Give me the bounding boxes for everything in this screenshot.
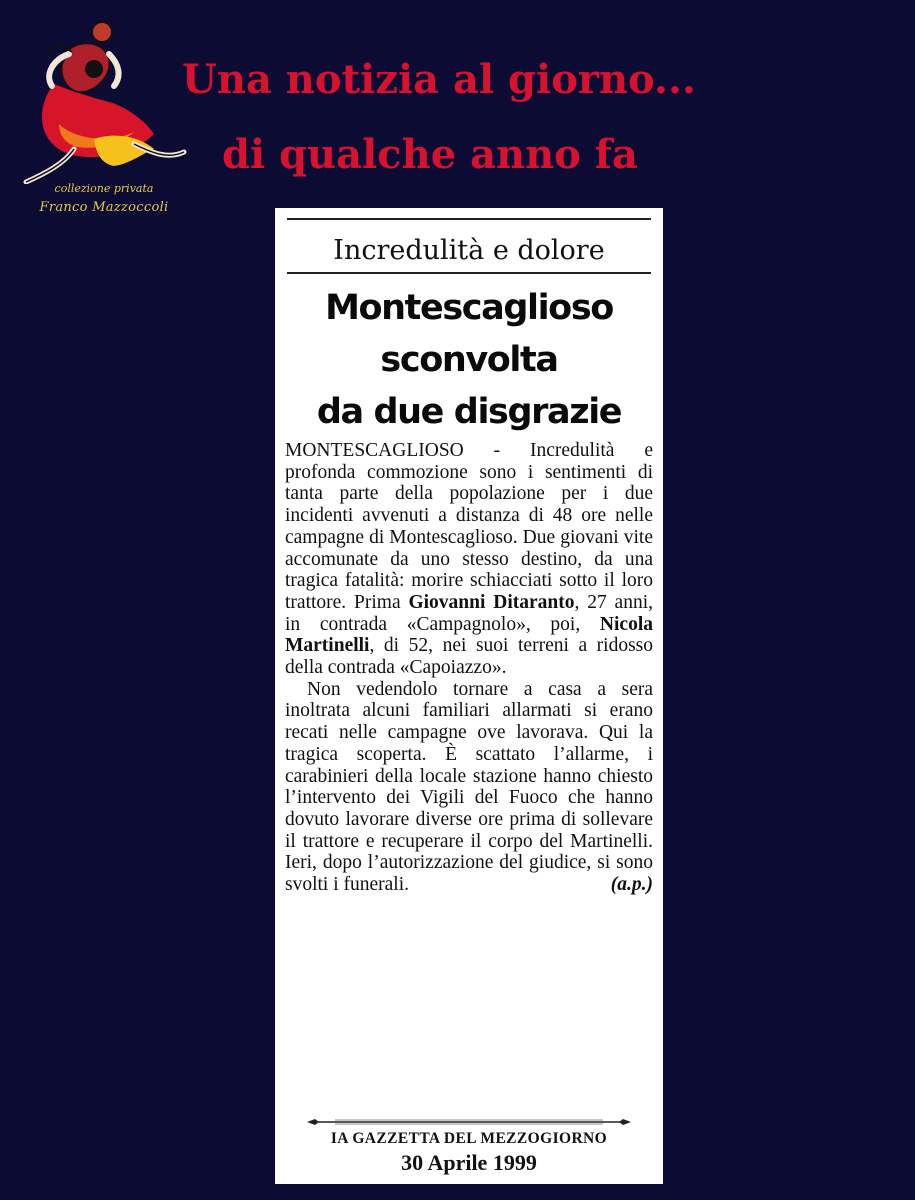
ornament-rule [305,1118,633,1126]
person-name: Nicola Martinelli [285,613,653,657]
headline-line: sconvolta [380,340,558,380]
paragraph-text: , di 52, nei suoi terreni a ridosso della contrada «Capoiazzo». [285,635,653,679]
article-headline [283,282,655,438]
paragraph-text: MONTESCAGLIOSO - Incredulità e profonda commozione sono i sentimenti di tanta parte della popolazione per i due incidenti avvenuti a distanza di 48 ore nelle campagne di Montescaglioso. Due giovani vite accomunate da uno stesso destino, da una tragica fatalità: morire schiacciati sotto il loro trattore. Prima [285,440,653,613]
newspaper-source: IA GAZZETTA DEL MEZZOGIORNO [330,1130,608,1147]
newspaper-clipping [275,208,663,1184]
publication-date: 30 Aprile 1999 [401,1150,537,1175]
dancer-figure-icon [14,14,194,184]
paragraph-text: Non vedendolo tornare a casa a sera inoltrata alcuni familiari allarmati si erano recati nelle campagne ove lavorava. Qui la tragica scoperta. È scattato l’allarme, i carabinieri della locale stazione hanno chiesto l’intervento dei Vigili del Fuoco che hanno dovuto lavorare diverse ore prima di sollevare il trattore e recuperare il corpo del Martinelli. Ieri, dopo l’autorizzazione del giudice, si sono svolti i funerali. [285,678,653,896]
headline-line: Montescaglioso [325,288,613,328]
logo-caption-owner: Franco Mazzoccoli [39,200,169,215]
paragraph-text: , 27 anni, in contrada «Campagnolo», poi, [285,591,653,635]
logo-caption-collection: collezione privata [54,182,154,195]
headline-line: da due disgrazie [316,392,622,432]
collection-logo [14,14,194,224]
article-paragraph-1 [285,440,653,679]
person-name: Giovanni Ditaranto [408,591,575,613]
page-title-line2: di qualche anno fa [222,131,638,178]
kicker-rule [287,272,651,274]
top-rule [287,218,651,220]
article-body [285,440,653,896]
article-paragraph-2 [285,679,653,896]
author-signature: (a.p.) [610,874,653,896]
page-title-line1: Una notizia al giorno... [182,56,696,103]
article-kicker: Incredulità e dolore [333,235,605,266]
